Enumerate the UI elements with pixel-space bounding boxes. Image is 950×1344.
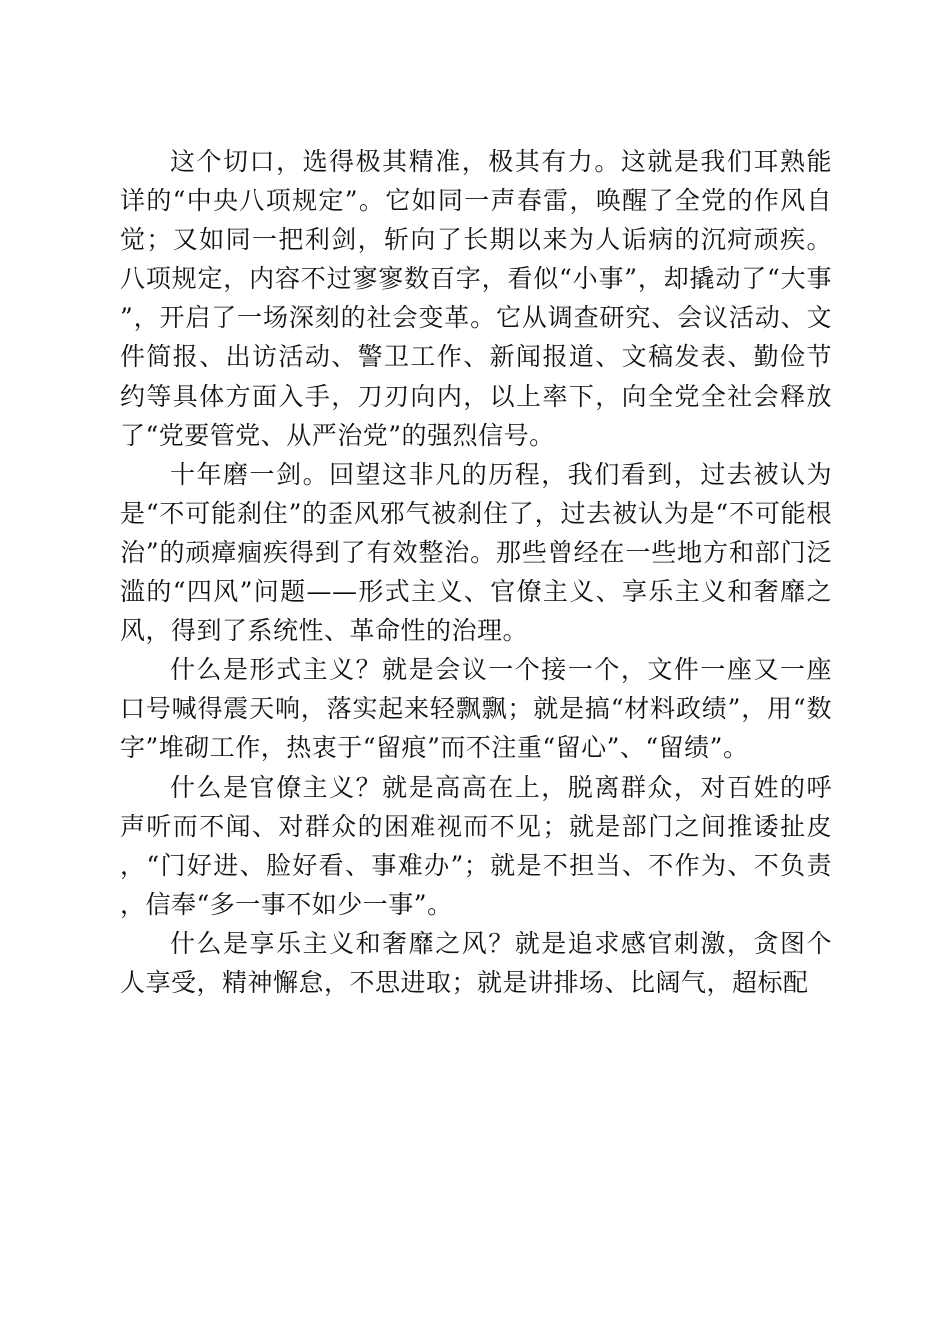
paragraph-5: 什么是享乐主义和奢靡之风？就是追求感官刺激，贪图个人享受，精神懈怠，不思进取；就是讲排场、比阔气，超标配 bbox=[120, 928, 832, 997]
paragraph-1: 这个切口，选得极其精准，极其有力。这就是我们耳熟能详的“中央八项规定”。它如同一声春雷，唤醒了全党的作风自觉；又如同一把利剑，斩向了长期以来为人诟病的沉疴顽疾。八项规定，内容不过寥寥数百字，看似“小事”，却撬动了“大事”，开启了一场深刻的社会变革。它从调查研究、会议活动、文件简报、出访活动、警卫工作、新闻报道、文稿发表、勤俭节约等具体方面入手，刀刃向内，以上率下，向全党全社会释放了“党要管党、从严治党”的强烈信号。 bbox=[120, 147, 832, 450]
document-body bbox=[120, 142, 832, 1002]
paragraph-2: 十年磨一剑。回望这非凡的历程，我们看到，过去被认为是“不可能刹住”的歪风邪气被刹住了，过去被认为是“不可能根治”的顽瘴痼疾得到了有效整治。那些曾经在一些地方和部门泛滥的“四风”问题——形式主义、官僚主义、享乐主义和奢靡之风，得到了系统性、革命性的治理。 bbox=[120, 459, 832, 646]
paragraph-4: 什么是官僚主义？就是高高在上，脱离群众，对百姓的呼声听而不闻、对群众的困难视而不见；就是部门之间推诿扯皮，“门好进、脸好看、事难办”；就是不担当、不作为、不负责，信奉“多一事不如少一事”。 bbox=[120, 772, 832, 919]
paragraph-3: 什么是形式主义？就是会议一个接一个，文件一座又一座口号喊得震天响，落实起来轻飘飘；就是搞“材料政绩”，用“数字”堆砌工作，热衷于“留痕”而不注重“留心”、“留绩”。 bbox=[120, 655, 832, 763]
